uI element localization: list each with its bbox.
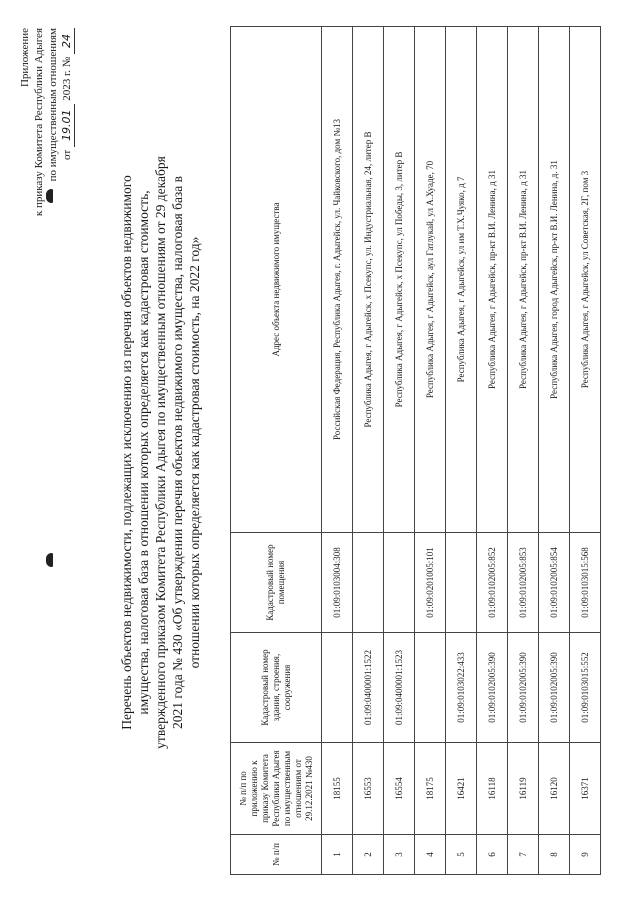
cell-list-num: 18175 <box>415 743 446 835</box>
appendix-order-line: к приказу Комитета Республики Адыгея <box>33 28 45 217</box>
table-row <box>353 27 384 875</box>
table-row <box>384 27 415 875</box>
document-title: Перечень объектов недвижимости, подлежащих исключению из перечня объектов недвижимого имущества, налоговая база в отношении которых определяется как кадастровая стоимость, утвержденного приказом Комитета Республики Адыгея по имущественным отношениям от 29 декабря 2021 года № 430 «Об утверждении перечня объектов недвижимого имущества, налоговая база в отношении которых определяется как кадастровая стоимость, на 2022 год» <box>119 156 202 749</box>
cell-building-cadastral: 01:09:0102005:390 <box>508 633 539 743</box>
cell-room-cadastral: 01:09:0201005:101 <box>415 533 446 633</box>
cell-num: 4 <box>415 835 446 875</box>
cell-address: Республика Адыгея, г Адыгейск, ул Советская, 2Г, пом 3 <box>570 27 601 533</box>
cell-num: 1 <box>322 835 353 875</box>
cell-num: 7 <box>508 835 539 875</box>
cell-list-num: 16118 <box>477 743 508 835</box>
cell-num: 9 <box>570 835 601 875</box>
table-row <box>322 27 353 875</box>
binding-hole-mark <box>46 553 53 567</box>
cell-room-cadastral: 01:09:0102005:853 <box>508 533 539 633</box>
col-header-room-cadastral: Кадастровый номер помещения <box>231 533 322 633</box>
cell-list-num: 18155 <box>322 743 353 835</box>
col-header-num: № п/п <box>231 835 322 875</box>
cell-address: Республика Адыгея, г Адыгейск, ул им Т.Х.Чуяко, д 7 <box>446 27 477 533</box>
cell-list-num: 16553 <box>353 743 384 835</box>
year-text: 2023 г. № <box>61 56 73 101</box>
col-header-list-num: № п/п по приложению к приказу Комитета Республики Адыгея по имущественным отношениям от 29.12.2021 №430 <box>231 743 322 835</box>
cell-room-cadastral <box>384 533 415 633</box>
cell-address: Республика Адыгея, г Адыгейск, пр-кт В.И. Ленина, д 31 <box>508 27 539 533</box>
cell-num: 3 <box>384 835 415 875</box>
cell-room-cadastral <box>353 533 384 633</box>
cell-building-cadastral: 01:09:0102005:390 <box>477 633 508 743</box>
handwritten-date: 19.01 <box>60 104 75 148</box>
cell-room-cadastral: 01:09:0102005:852 <box>477 533 508 633</box>
table-row <box>477 27 508 875</box>
cell-num: 8 <box>539 835 570 875</box>
cell-room-cadastral: 01:09:0103004:308 <box>322 533 353 633</box>
cell-building-cadastral: 01:09:0103022:433 <box>446 633 477 743</box>
cell-address: Республика Адыгея, г Адыгейск, х Псекупс, ул. Индустриальная, 24, литер В <box>353 27 384 533</box>
cell-building-cadastral <box>322 633 353 743</box>
cell-address: Республика Адыгея, г Адыгейск, пр-кт В.И. Ленина, д 31 <box>477 27 508 533</box>
appendix-label: Приложение <box>19 28 31 88</box>
cell-building-cadastral: 01:09:0400001:1522 <box>353 633 384 743</box>
appendix-committee-line: по имущественным отношениям <box>47 28 59 182</box>
cell-num: 2 <box>353 835 384 875</box>
table-row <box>415 27 446 875</box>
cell-list-num: 16119 <box>508 743 539 835</box>
handwritten-number: 24 <box>60 28 75 54</box>
cell-building-cadastral: 01:09:0102005:390 <box>539 633 570 743</box>
cell-address: Российская Федерация, Республика Адыгея, г. Адыгейск, ул. Чайковского, дом №13 <box>322 27 353 533</box>
cell-list-num: 16421 <box>446 743 477 835</box>
property-table <box>230 26 601 875</box>
table-row <box>539 27 570 875</box>
col-header-building-cadastral: Кадастровый номер здания, строения, сооружения <box>231 633 322 743</box>
appendix-date-line <box>60 28 75 216</box>
table-row <box>570 27 601 875</box>
table-row <box>508 27 539 875</box>
cell-list-num: 16371 <box>570 743 601 835</box>
appendix-header <box>18 28 75 216</box>
cell-list-num: 16554 <box>384 743 415 835</box>
col-header-address: Адрес объекта недвижимого имущества <box>231 27 322 533</box>
cell-room-cadastral <box>446 533 477 633</box>
cell-address: Республика Адыгея, город Адыгейск, пр-кт В.И. Ленина, д. 31 <box>539 27 570 533</box>
cell-building-cadastral <box>415 633 446 743</box>
cell-num: 5 <box>446 835 477 875</box>
cell-num: 6 <box>477 835 508 875</box>
date-prefix: от <box>61 149 73 160</box>
cell-room-cadastral: 01:09:0103015:568 <box>570 533 601 633</box>
cell-list-num: 16120 <box>539 743 570 835</box>
cell-building-cadastral: 01:09:0103015:552 <box>570 633 601 743</box>
cell-building-cadastral: 01:09:0400001:1523 <box>384 633 415 743</box>
table-row <box>446 27 477 875</box>
table-header-row <box>231 27 322 875</box>
cell-room-cadastral: 01:09:0102005:854 <box>539 533 570 633</box>
binding-hole-mark <box>46 189 53 203</box>
cell-address: Республика Адыгея, г Адыгейск, х Псекупс, ул Победы, 3, литер В <box>384 27 415 533</box>
cell-address: Республика Адыгея, г Адыгейск, аул Гатлукай, ул А.Хуаде, 70 <box>415 27 446 533</box>
